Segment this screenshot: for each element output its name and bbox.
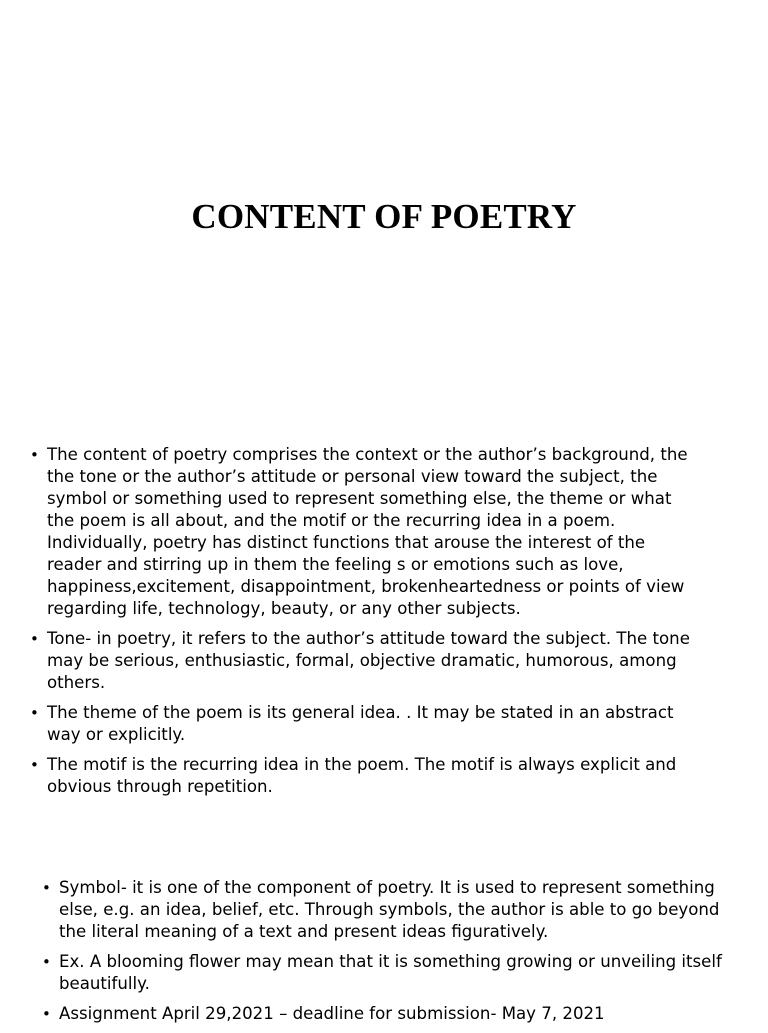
bullet-marker: • xyxy=(42,879,51,897)
list-item-text: The content of poetry comprises the context or the author’s background, the the tone or the author’s attitude or personal view toward the subject, the symbol or something used to represent something else, the theme or what the poem is all about, and the motif or the recurring idea in a poem. Individually, poetry has distinct functions that arouse the interest of the reader and stirring up in them the feeling s or emotions such as love, happiness,excitement, disappointment, brokenheartedness or points of view regarding life, technology, beauty, or any other subjects. xyxy=(47,445,688,618)
bullet-marker: • xyxy=(30,704,39,722)
list-item-assignment xyxy=(42,1003,722,1025)
list-item-text: The theme of the poem is its general idea. . It may be stated in an abstract way or explicitly. xyxy=(47,703,674,744)
bullet-marker: • xyxy=(42,1005,51,1023)
bullet-marker: • xyxy=(42,953,51,971)
symbol-bullet-list xyxy=(42,877,722,1033)
list-item-tone xyxy=(30,628,690,694)
list-item-text: Tone- in poetry, it refers to the author’s attitude toward the subject. The tone may be serious, enthusiastic, formal, objective dramatic, humorous, among others. xyxy=(47,629,690,692)
list-item-theme xyxy=(30,702,690,746)
list-item-symbol xyxy=(42,877,722,943)
bullet-marker: • xyxy=(30,446,39,464)
list-item-text: Assignment April 29,2021 – deadline for submission- May 7, 2021 xyxy=(59,1004,605,1023)
list-item-motif xyxy=(30,754,690,798)
list-item-text: Symbol- it is one of the component of poetry. It is used to represent something else, e.g. an idea, belief, etc. Through symbols, the author is able to go beyond the literal meaning of a text and present ideas figuratively. xyxy=(59,878,720,941)
bullet-marker: • xyxy=(30,756,39,774)
list-item-example xyxy=(42,951,722,995)
page-title: CONTENT OF POETRY xyxy=(191,197,577,237)
list-item-text: The motif is the recurring idea in the poem. The motif is always explicit and obvious through repetition. xyxy=(47,755,677,796)
list-item-text: Ex. A blooming flower may mean that it is something growing or unveiling itself beautifully. xyxy=(59,952,722,993)
list-item-content-overview xyxy=(30,444,690,620)
content-bullet-list xyxy=(30,444,690,806)
bullet-marker: • xyxy=(30,630,39,648)
